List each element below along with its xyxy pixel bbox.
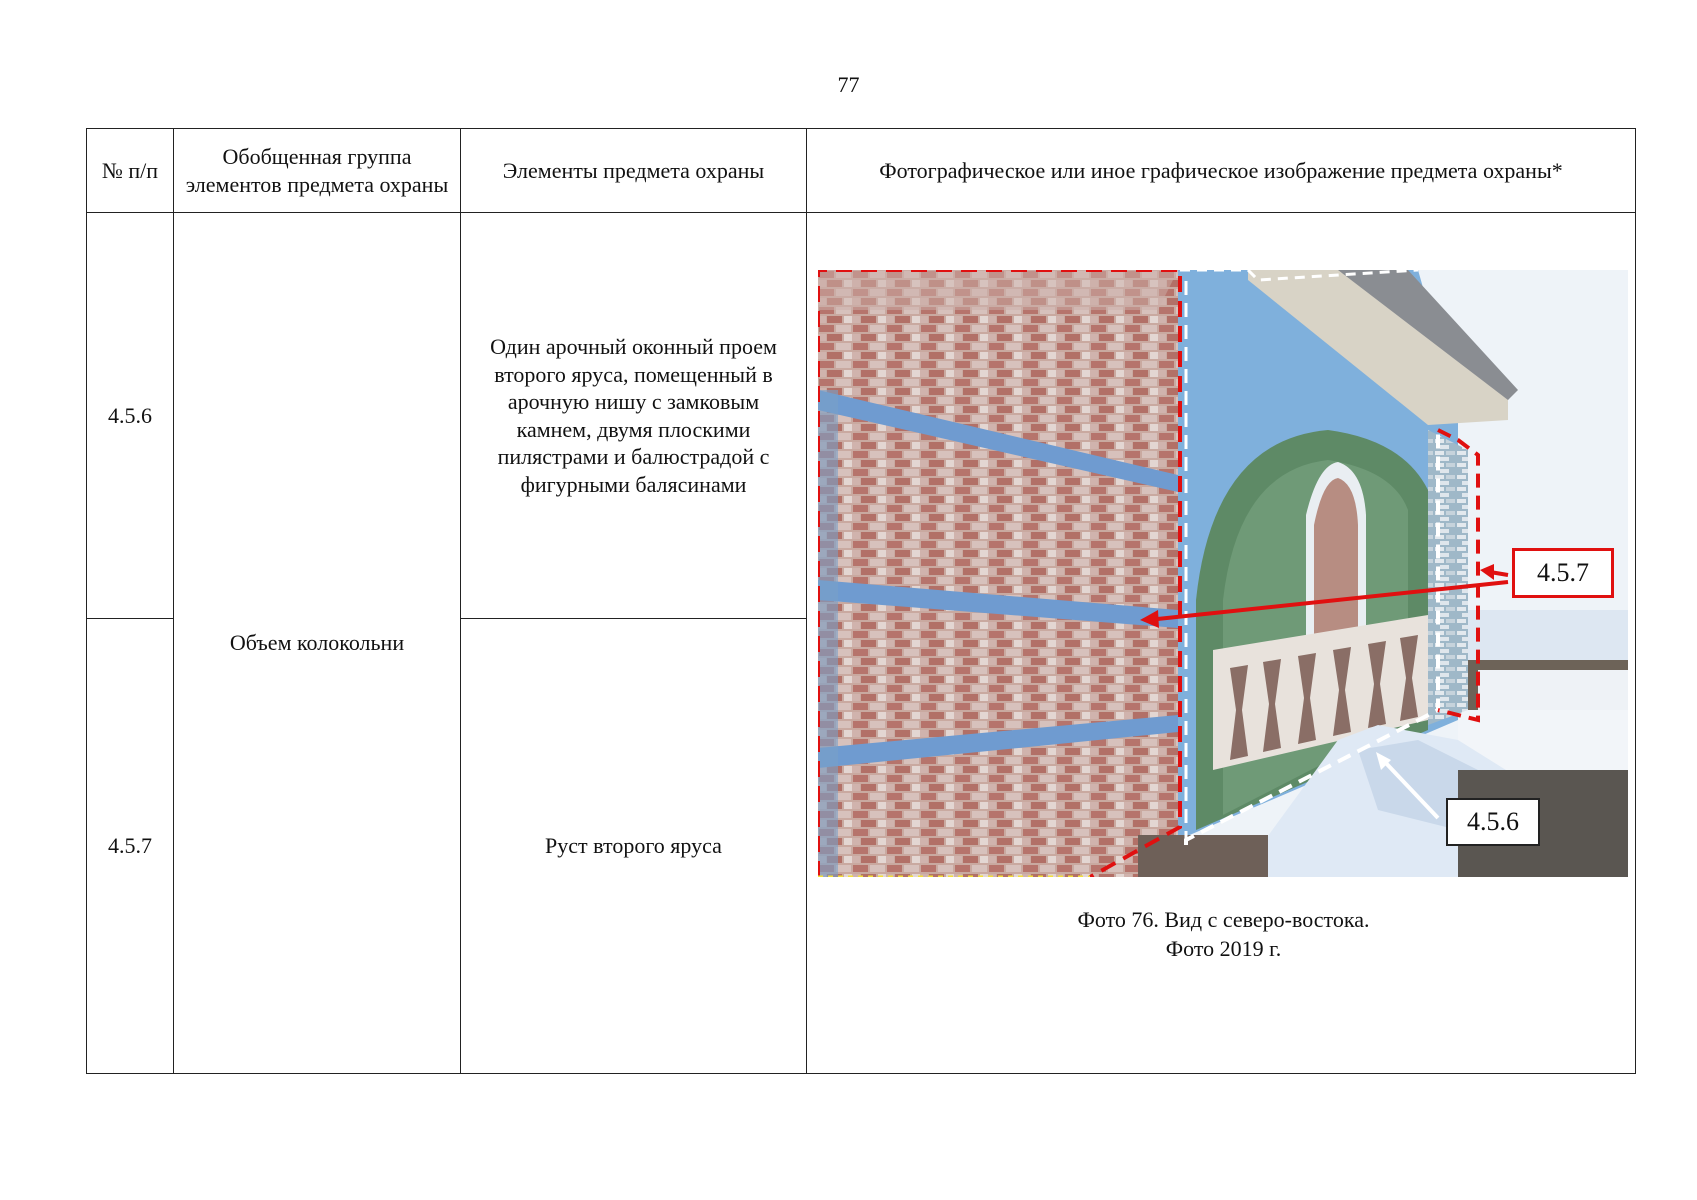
header-row [87, 129, 1636, 213]
belfry-photo [818, 270, 1628, 877]
row-num: 4.5.6 [87, 213, 174, 619]
label-456 [1446, 798, 1540, 846]
caption-line-1: Фото 76. Вид с северо-востока. [1077, 907, 1370, 932]
label-457-text: 4.5.7 [1537, 557, 1589, 587]
table-row [87, 213, 1636, 619]
header-num: № п/п [87, 129, 174, 213]
element-cell [461, 213, 807, 619]
element-text: Руст второго яруса [545, 833, 722, 859]
photo-cell [807, 213, 1636, 1074]
header-group: Обобщенная группа элементов предмета охраны [174, 129, 461, 213]
element-cell [461, 619, 807, 1074]
photo [818, 270, 1628, 877]
page-number: 77 [837, 72, 860, 97]
group-cell: Объем колокольни [174, 213, 461, 1074]
label-456-text: 4.5.6 [1467, 806, 1519, 836]
header-image: Фотографическое или иное графическое изображение предмета охраны* [807, 129, 1636, 213]
photo-caption [807, 906, 1640, 963]
row-num: 4.5.7 [87, 619, 174, 1074]
label-457 [1512, 548, 1614, 598]
element-text: Один арочный оконный проем второго яруса, помещенный в арочную нишу с замковым камнем, двумя плоскими пилястрами и балюстрадой с фигурными балясинами [490, 334, 777, 497]
protection-table [86, 128, 1636, 1074]
header-elements: Элементы предмета охраны [461, 129, 807, 213]
caption-line-2: Фото 2019 г. [1165, 935, 1282, 961]
